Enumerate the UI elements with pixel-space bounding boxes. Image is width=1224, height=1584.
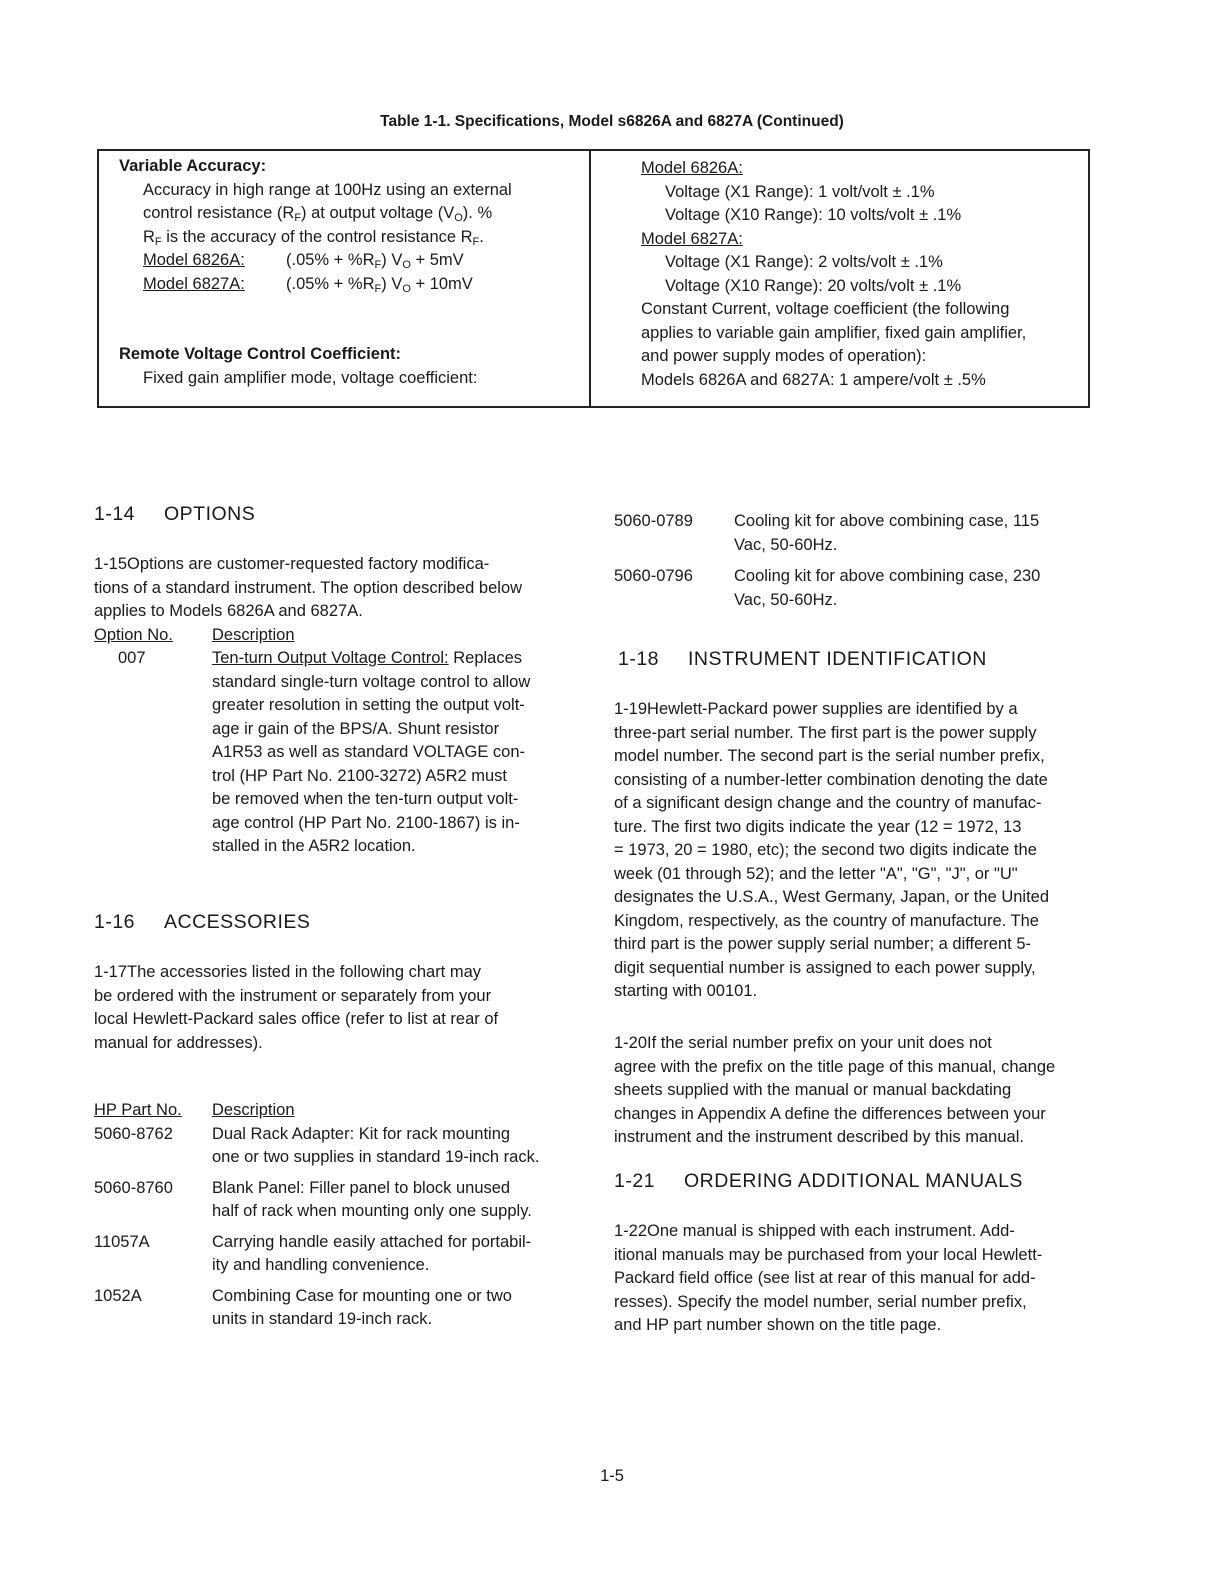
v6827-x10: Voltage (X10 Range): 20 volts/volt ± .1% bbox=[665, 276, 962, 295]
identification-heading: 1-18 INSTRUMENT IDENTIFICATION bbox=[618, 648, 987, 670]
accessory-row: 11057A Carrying handle easily attached for portabil- ity and handling convenience. bbox=[94, 1232, 532, 1274]
option-007-row: 007 Ten-turn Output Voltage Control: Replaces standard single-turn voltage control to allow greater resolution in setting the output volt- age ir gain of the BPS/A. Shunt resistor A1R53 as well as standard VOLTAGE con- trol (HP Part No. 2100-3272) A5R2 must be removed when the ten-turn output volt- age control (HP Part No. 2100-1867) is in- stalled in the A5R2 location. bbox=[118, 649, 531, 855]
accuracy-model-6826a: Model 6826A: $(.05\% + \%R_F)$ $V_O + 5mV$ bbox=[143, 251, 464, 271]
right-model-6826a-label: Model 6826A: bbox=[641, 159, 743, 177]
spec-left-column bbox=[119, 155, 579, 390]
accessory-row: 5060-0789 Cooling kit for above combining case, 115 Vac, 50-60Hz. bbox=[614, 512, 1040, 554]
cc-line-1: Constant Current, voltage coefficient (the following bbox=[641, 300, 1010, 318]
variable-accuracy-line-1: Accuracy in high range at 100Hz using an external bbox=[143, 180, 512, 199]
accessory-row: 5060-0796 Cooling kit for above combining case, 230 Vac, 50-60Hz. bbox=[614, 567, 1041, 609]
variable-accuracy-line-3: $R_F$ is the accuracy of the control resistance $R_F$. bbox=[143, 227, 484, 248]
accuracy-model-6827a: Model 6827A: $(.05\% + \%R_F)$ $V_O + 10mV$ bbox=[143, 274, 473, 295]
table-title: Table 1-1. Specifications, Model s6826A and 6827A (Continued) bbox=[380, 113, 844, 130]
variable-accuracy-line-2: control resistance $(R_F)$ at output voltage $(V_O)$. % bbox=[143, 204, 493, 224]
spec-table-divider bbox=[589, 149, 591, 408]
accessory-row: 1052A Combining Case for mounting one or two units in standard 19-inch rack. bbox=[94, 1286, 512, 1328]
manuals-paragraph-22: 1-22One manual is shipped with each instrument. Add- itional manuals may be purchased from your local Hewlett- Packard field office (see list at rear of this manual for add- resses). Specify the model number, serial number prefix, and HP part number shown on the title page. bbox=[614, 1222, 1043, 1334]
remote-voltage-heading: Remote Voltage Control Coefficient: bbox=[119, 345, 402, 363]
option-desc-header: Description bbox=[212, 625, 295, 644]
cc-line-3: and power supply modes of operation): bbox=[641, 347, 927, 365]
accessory-row: 5060-8762 Dual Rack Adapter: Kit for rack mounting one or two supplies in standard 19-inch rack. bbox=[94, 1124, 540, 1166]
cc-line-4: Models 6826A and 6827A: 1 ampere/volt ± .5% bbox=[641, 370, 986, 389]
right-model-6827a-label: Model 6827A: bbox=[641, 229, 743, 248]
accessories-table bbox=[94, 1099, 574, 1332]
accessories-paragraph: 1-17The accessories listed in the following chart may be ordered with the instrument or separately from your local Hewlett-Packard sales office (refer to list at rear of manual for addresses). bbox=[94, 963, 499, 1052]
spec-right-column bbox=[641, 157, 1086, 392]
remote-voltage-desc: Fixed gain amplifier mode, voltage coefficient: bbox=[143, 368, 478, 387]
page-number: 1-5 bbox=[600, 1467, 624, 1485]
options-heading: 1-14 OPTIONS bbox=[94, 503, 256, 525]
part-desc-header: Description bbox=[212, 1101, 295, 1119]
accessories-table-continued bbox=[614, 510, 1094, 612]
manuals-heading: 1-21 ORDERING ADDITIONAL MANUALS bbox=[614, 1170, 1023, 1192]
option-no-header: Option No. bbox=[94, 625, 173, 644]
v6826-x1: Voltage (X1 Range): 1 volt/volt ± .1% bbox=[665, 182, 935, 201]
accessories-heading: 1-16 ACCESSORIES bbox=[94, 911, 311, 933]
accessory-row: 5060-8760 Blank Panel: Filler panel to block unused half of rack when mounting only one supply. bbox=[94, 1178, 532, 1220]
part-no-header: HP Part No. bbox=[94, 1101, 182, 1119]
variable-accuracy-heading: Variable Accuracy: bbox=[119, 157, 267, 175]
options-paragraph: 1-15Options are customer-requested factory modifica- tions of a standard instrument. The option described below applies to Models 6826A and 6827A. Option No. Description 007 Ten-turn Output Voltage Control: Replaces standard single-turn voltage control to allow greater resolution in setting the output volt- age ir gain of the BPS/A. Shunt resistor A1R53 as well as standard VOLTAGE con- trol (HP Part No. 2100-3272) A5R2 must be removed when the ten-turn output volt- age control (HP Part No. 2100-1867) is in- stalled in the A5R2 location. bbox=[94, 553, 574, 859]
identification-paragraph-20: 1-20If the serial number prefix on your unit does not agree with the prefix on the title page of this manual, change sheets supplied with the manual or manual backdating changes in Appendix A define the differences between your instrument and the instrument described by this manual. bbox=[614, 1034, 1056, 1146]
cc-line-2: applies to variable gain amplifier, fixed gain amplifier, bbox=[641, 323, 1027, 342]
identification-paragraph-19: 1-19Hewlett-Packard power supplies are identified by a three-part serial number. The first part is the power supply model number. The second part is the serial number prefix, consisting of a number-letter combination denoting the date of a significant design change and the country of manufac- ture. The first two digits indicate the year (12 = 1972, 13 = 1973, 20 = 1980, etc); the second two digits indicate the week (01 through 52); and the letter "A", "G", "J", or "U" designates the U.S.A., West Germany, Japan, or the United Kingdom, respectively, as the country of manufacture. The third part is the power supply serial number; a different 5- digit sequential number is assigned to each power supply, starting with 00101. bbox=[614, 700, 1050, 1000]
v6826-x10: Voltage (X10 Range): 10 volts/volt ± .1% bbox=[665, 206, 962, 224]
v6827-x1: Voltage (X1 Range): 2 volts/volt ± .1% bbox=[665, 253, 943, 271]
